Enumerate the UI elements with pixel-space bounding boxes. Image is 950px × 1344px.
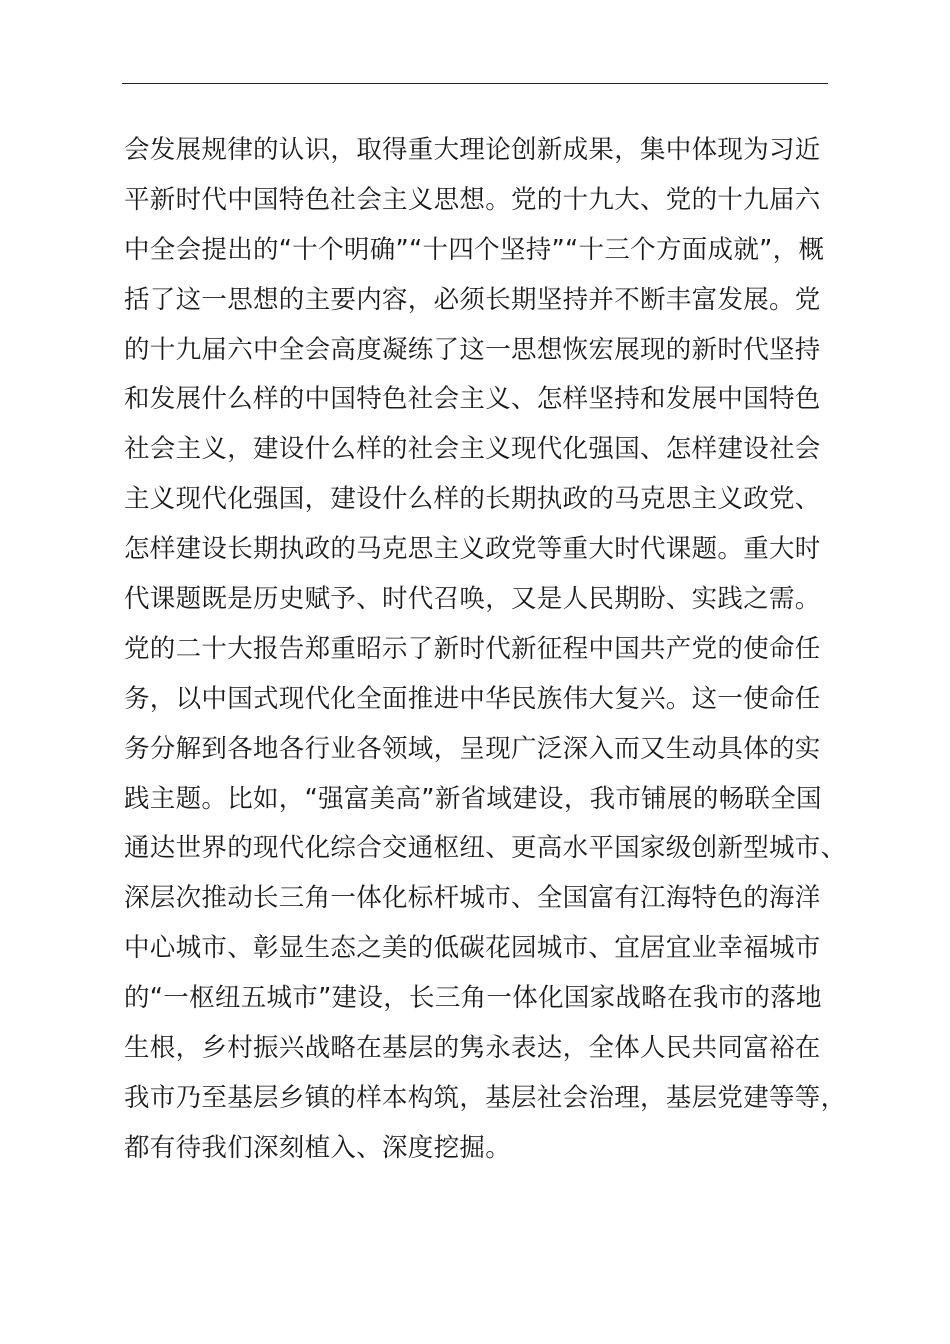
text-line: 我市乃至基层乡镇的样本构筑，基层社会治理，基层党建等等， xyxy=(124,1082,847,1113)
text-line: 务分解到各地各行业各领域，呈现广泛深入而又生动具体的实 xyxy=(124,733,821,764)
text-line: 社会主义，建设什么样的社会主义现代化强国、怎样建设社会 xyxy=(124,434,821,465)
header-divider xyxy=(122,83,828,84)
text-line: 务，以中国式现代化全面推进中华民族伟大复兴。这一使命任 xyxy=(124,683,821,714)
text-line: 怎样建设长期执政的马克思主义政党等重大时代课题。重大时 xyxy=(124,534,821,565)
text-line: 的“一枢纽五城市”建设，长三角一体化国家战略在我市的落地 xyxy=(124,983,822,1014)
text-line: 平新时代中国特色社会主义思想。党的十九大、党的十九届六 xyxy=(124,184,821,215)
text-line: 都有待我们深刻植入、深度挖掘。 xyxy=(124,1132,512,1163)
text-line: 括了这一思想的主要内容，必须长期坚持并不断丰富发展。党 xyxy=(124,284,821,315)
text-line: 党的二十大报告郑重昭示了新时代新征程中国共产党的使命任 xyxy=(124,633,821,664)
text-line: 通达世界的现代化综合交通枢纽、更高水平国家级创新型城市、 xyxy=(124,833,847,864)
text-line: 践主题。比如，“强富美高”新省域建设，我市铺展的畅联全国 xyxy=(124,783,822,814)
text-line: 中全会提出的“十个明确”“十四个坚持”“十三个方面成就”，概 xyxy=(124,234,825,265)
text-line: 生根，乡村振兴战略在基层的隽永表达，全体人民共同富裕在 xyxy=(124,1033,821,1064)
text-line: 深层次推动长三角一体化标杆城市、全国富有江海特色的海洋 xyxy=(124,883,821,914)
text-line: 中心城市、彰显生态之美的低碳花园城市、宜居宜业幸福城市 xyxy=(124,933,821,964)
text-line: 会发展规律的认识，取得重大理论创新成果，集中体现为习近 xyxy=(124,135,821,165)
text-line: 主义现代化强国，建设什么样的长期执政的马克思主义政党、 xyxy=(124,484,821,515)
text-line: 和发展什么样的中国特色社会主义、怎样坚持和发展中国特色 xyxy=(124,384,821,415)
text-line: 的十九届六中全会高度凝练了这一思想恢宏展现的新时代坚持 xyxy=(124,334,821,365)
text-line: 代课题既是历史赋予、时代召唤，又是人民期盼、实践之需。 xyxy=(124,584,821,615)
body-paragraph xyxy=(124,126,864,1174)
